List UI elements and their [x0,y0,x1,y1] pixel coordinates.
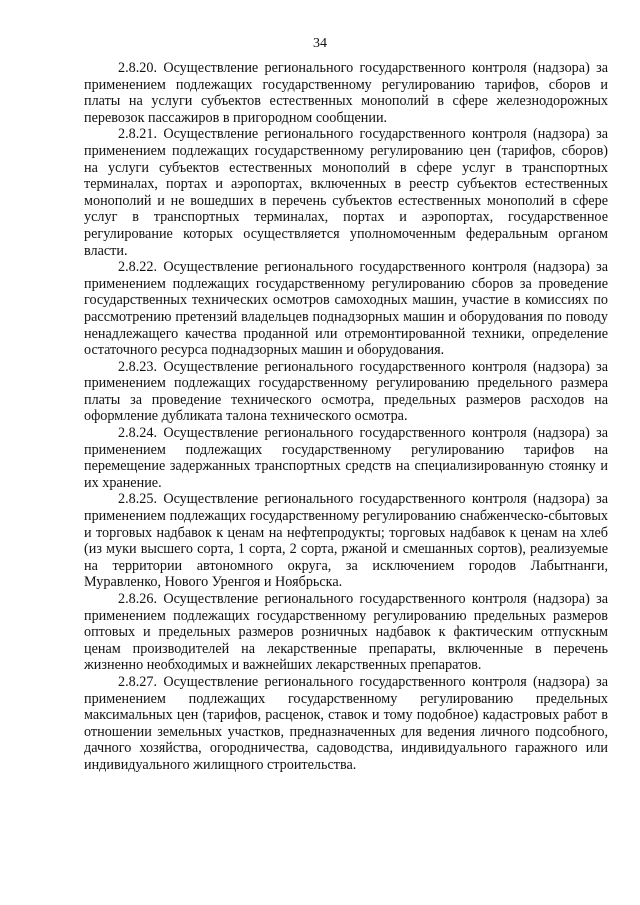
paragraph-2-8-25: 2.8.25. Осуществление регионального государственного контроля (надзора) за применением подлежащих государственному регулированию снабженческо-сбытовых и торговых надбавок к ценам на нефтепродукты; торговых надбавок к ценам на хлеб (из муки высшего сорта, 1 сорта, 2 сорта, ржаной и смешанных сортов), реализуемые на территории автономного округа, за исключением городов Лабытнанги, Муравленко, Нового Уренгоя и Ноябрьска. [84,491,608,591]
document-body [84,60,608,774]
paragraph-2-8-24: 2.8.24. Осуществление регионального государственного контроля (надзора) за применением подлежащих государственному регулированию тарифов на перемещение задержанных транспортных средств на специализированную стоянку и их хранение. [84,425,608,491]
paragraph-2-8-23: 2.8.23. Осуществление регионального государственного контроля (надзора) за применением подлежащих государственному регулированию предельного размера платы за проведение технического осмотра, предельных размеров расходов на оформление дубликата талона технического осмотра. [84,358,608,425]
paragraph-2-8-22: 2.8.22. Осуществление регионального государственного контроля (надзора) за применением подлежащих государственному регулированию сборов за проведение государственных технических осмотров самоходных машин, участие в комиссиях по рассмотрению претензий владельцев поднадзорных машин и оборудования по поводу ненадлежащего качества проданной или отремонтированной техники, определение остаточного ресурса поднадзорных машин и оборудования. [84,259,608,359]
paragraph-2-8-21: 2.8.21. Осуществление регионального государственного контроля (надзора) за применением подлежащих государственному регулированию цен (тарифов, сборов) на услуги субъектов естественных монополий в сфере услуг в транспортных терминалах, портах и аэропортах, включенных в реестр субъектов естественных монополий и не вошедших в перечень субъектов естественных монополий в сфере услуг в транспортных терминалах, портах и аэропортах, государственное регулирование которых осуществляется уполномоченным федеральным органом власти. [84,126,608,259]
paragraph-2-8-20: 2.8.20. Осуществление регионального государственного контроля (надзора) за применением подлежащих государственному регулированию тарифов, сборов и платы на услуги субъектов естественных монополий в сфере железнодорожных перевозок пассажиров в пригородном сообщении. [84,60,608,126]
paragraph-2-8-27: 2.8.27. Осуществление регионального государственного контроля (надзора) за применением подлежащих государственному регулированию предельных максимальных цен (тарифов, расценок, ставок и тому подобное) кадастровых работ в отношении земельных участков, предназначенных для ведения личного подсобного, дачного хозяйства, огородничества, садоводства, индивидуального гаражного или индивидуального жилищного строительства. [84,673,608,773]
page-number: 34 [313,36,327,51]
paragraph-2-8-26: 2.8.26. Осуществление регионального государственного контроля (надзора) за применением подлежащих государственному регулированию предельных размеров оптовых и предельных размеров розничных надбавок к фактическим отпускным ценам производителей на лекарственные препараты, включенные в перечень жизненно необходимых и важнейших лекарственных препаратов. [84,591,608,674]
